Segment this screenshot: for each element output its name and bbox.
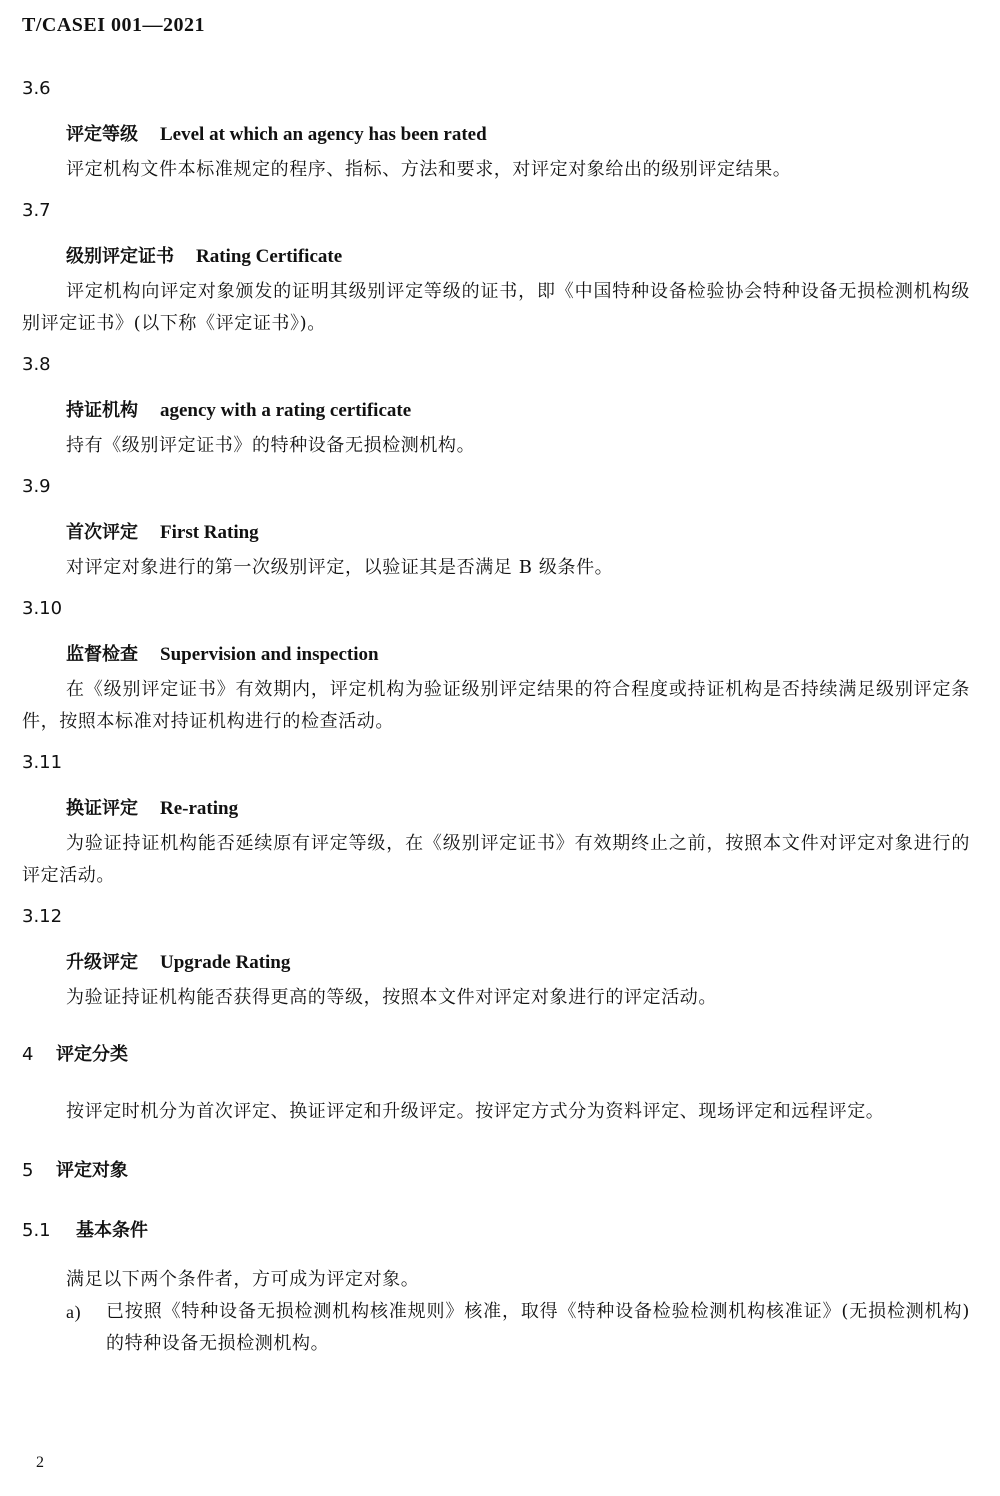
section-number: 5 xyxy=(22,1160,34,1181)
section-5 xyxy=(22,1160,970,1182)
list-item xyxy=(22,1296,970,1360)
section-paragraph: 按评定时机分为首次评定、换证评定和升级评定。按评定方式分为资料评定、现场评定和远程评定。 xyxy=(66,1101,885,1122)
page-number: 2 xyxy=(36,1454,44,1471)
term-entry xyxy=(22,354,970,462)
term-heading xyxy=(66,952,970,974)
list-item-label: a) xyxy=(66,1302,82,1322)
term-entry xyxy=(22,78,970,186)
term-chinese: 升级评定 xyxy=(66,952,138,973)
term-chinese: 监督检查 xyxy=(66,644,138,665)
term-number: 3.12 xyxy=(22,906,63,927)
term-english: Re-rating xyxy=(160,798,239,819)
term-definition: 评定机构文件本标准规定的程序、指标、方法和要求，对评定对象给出的级别评定结果。 xyxy=(66,159,792,180)
term-english: agency with a rating certificate xyxy=(160,400,412,421)
term-number: 3.9 xyxy=(22,476,51,497)
term-heading xyxy=(66,644,970,666)
term-heading xyxy=(66,798,970,820)
section-4 xyxy=(22,1044,970,1128)
term-definition: 持有《级别评定证书》的特种设备无损检测机构。 xyxy=(66,435,476,456)
term-chinese: 持证机构 xyxy=(66,400,138,421)
term-entry xyxy=(22,200,970,340)
section-title: 评定分类 xyxy=(56,1044,128,1065)
term-english: Level at which an agency has been rated xyxy=(160,124,487,145)
term-number: 3.11 xyxy=(22,752,63,773)
section-heading xyxy=(22,1044,970,1066)
term-heading xyxy=(66,246,970,268)
term-english: Upgrade Rating xyxy=(160,952,291,973)
term-entry xyxy=(22,906,970,1014)
subsection-heading xyxy=(22,1220,970,1242)
term-english: First Rating xyxy=(160,522,259,543)
term-definition: 为验证持证机构能否延续原有评定等级，在《级别评定证书》有效期终止之前，按照本文件对评定对象进行的评定活动。 xyxy=(22,833,970,886)
term-chinese: 级别评定证书 xyxy=(66,246,174,267)
term-heading xyxy=(66,124,970,146)
section-5-1 xyxy=(22,1220,970,1360)
term-heading xyxy=(66,522,970,544)
term-chinese: 首次评定 xyxy=(66,522,138,543)
section-title: 评定对象 xyxy=(56,1160,128,1181)
term-entry xyxy=(22,598,970,738)
term-number: 3.7 xyxy=(22,200,51,221)
document-body xyxy=(22,78,970,1360)
section-paragraph: 满足以下两个条件者，方可成为评定对象。 xyxy=(66,1269,420,1290)
section-title: 基本条件 xyxy=(76,1220,148,1241)
term-english: Rating Certificate xyxy=(196,246,343,267)
term-chinese: 换证评定 xyxy=(66,798,138,819)
term-entry xyxy=(22,476,970,584)
term-heading xyxy=(66,400,970,422)
term-number: 3.6 xyxy=(22,78,51,99)
document-code-header: T/CASEI 001—2021 xyxy=(22,14,206,36)
term-entry xyxy=(22,752,970,892)
term-definition: 为验证持证机构能否获得更高的等级，按照本文件对评定对象进行的评定活动。 xyxy=(66,987,717,1008)
term-number: 3.8 xyxy=(22,354,51,375)
term-chinese: 评定等级 xyxy=(66,124,138,145)
term-definition: 对评定对象进行的第一次级别评定，以验证其是否满足 B 级条件。 xyxy=(66,557,614,578)
section-heading xyxy=(22,1160,970,1182)
section-number: 4 xyxy=(22,1044,34,1065)
list-item-text: 已按照《特种设备无损检测机构核准规则》核准，取得《特种设备检验检测机构核准证》(无损检测机构)的特种设备无损检测机构。 xyxy=(106,1301,970,1354)
term-english: Supervision and inspection xyxy=(160,644,379,665)
term-definition: 评定机构向评定对象颁发的证明其级别评定等级的证书，即《中国特种设备检验协会特种设备无损检测机构级别评定证书》(以下称《评定证书》)。 xyxy=(22,281,970,334)
term-number: 3.10 xyxy=(22,598,63,619)
term-definition: 在《级别评定证书》有效期内，评定机构为验证级别评定结果的符合程度或持证机构是否持续满足级别评定条件，按照本标准对持证机构进行的检查活动。 xyxy=(22,679,970,732)
section-number: 5.1 xyxy=(22,1220,51,1241)
